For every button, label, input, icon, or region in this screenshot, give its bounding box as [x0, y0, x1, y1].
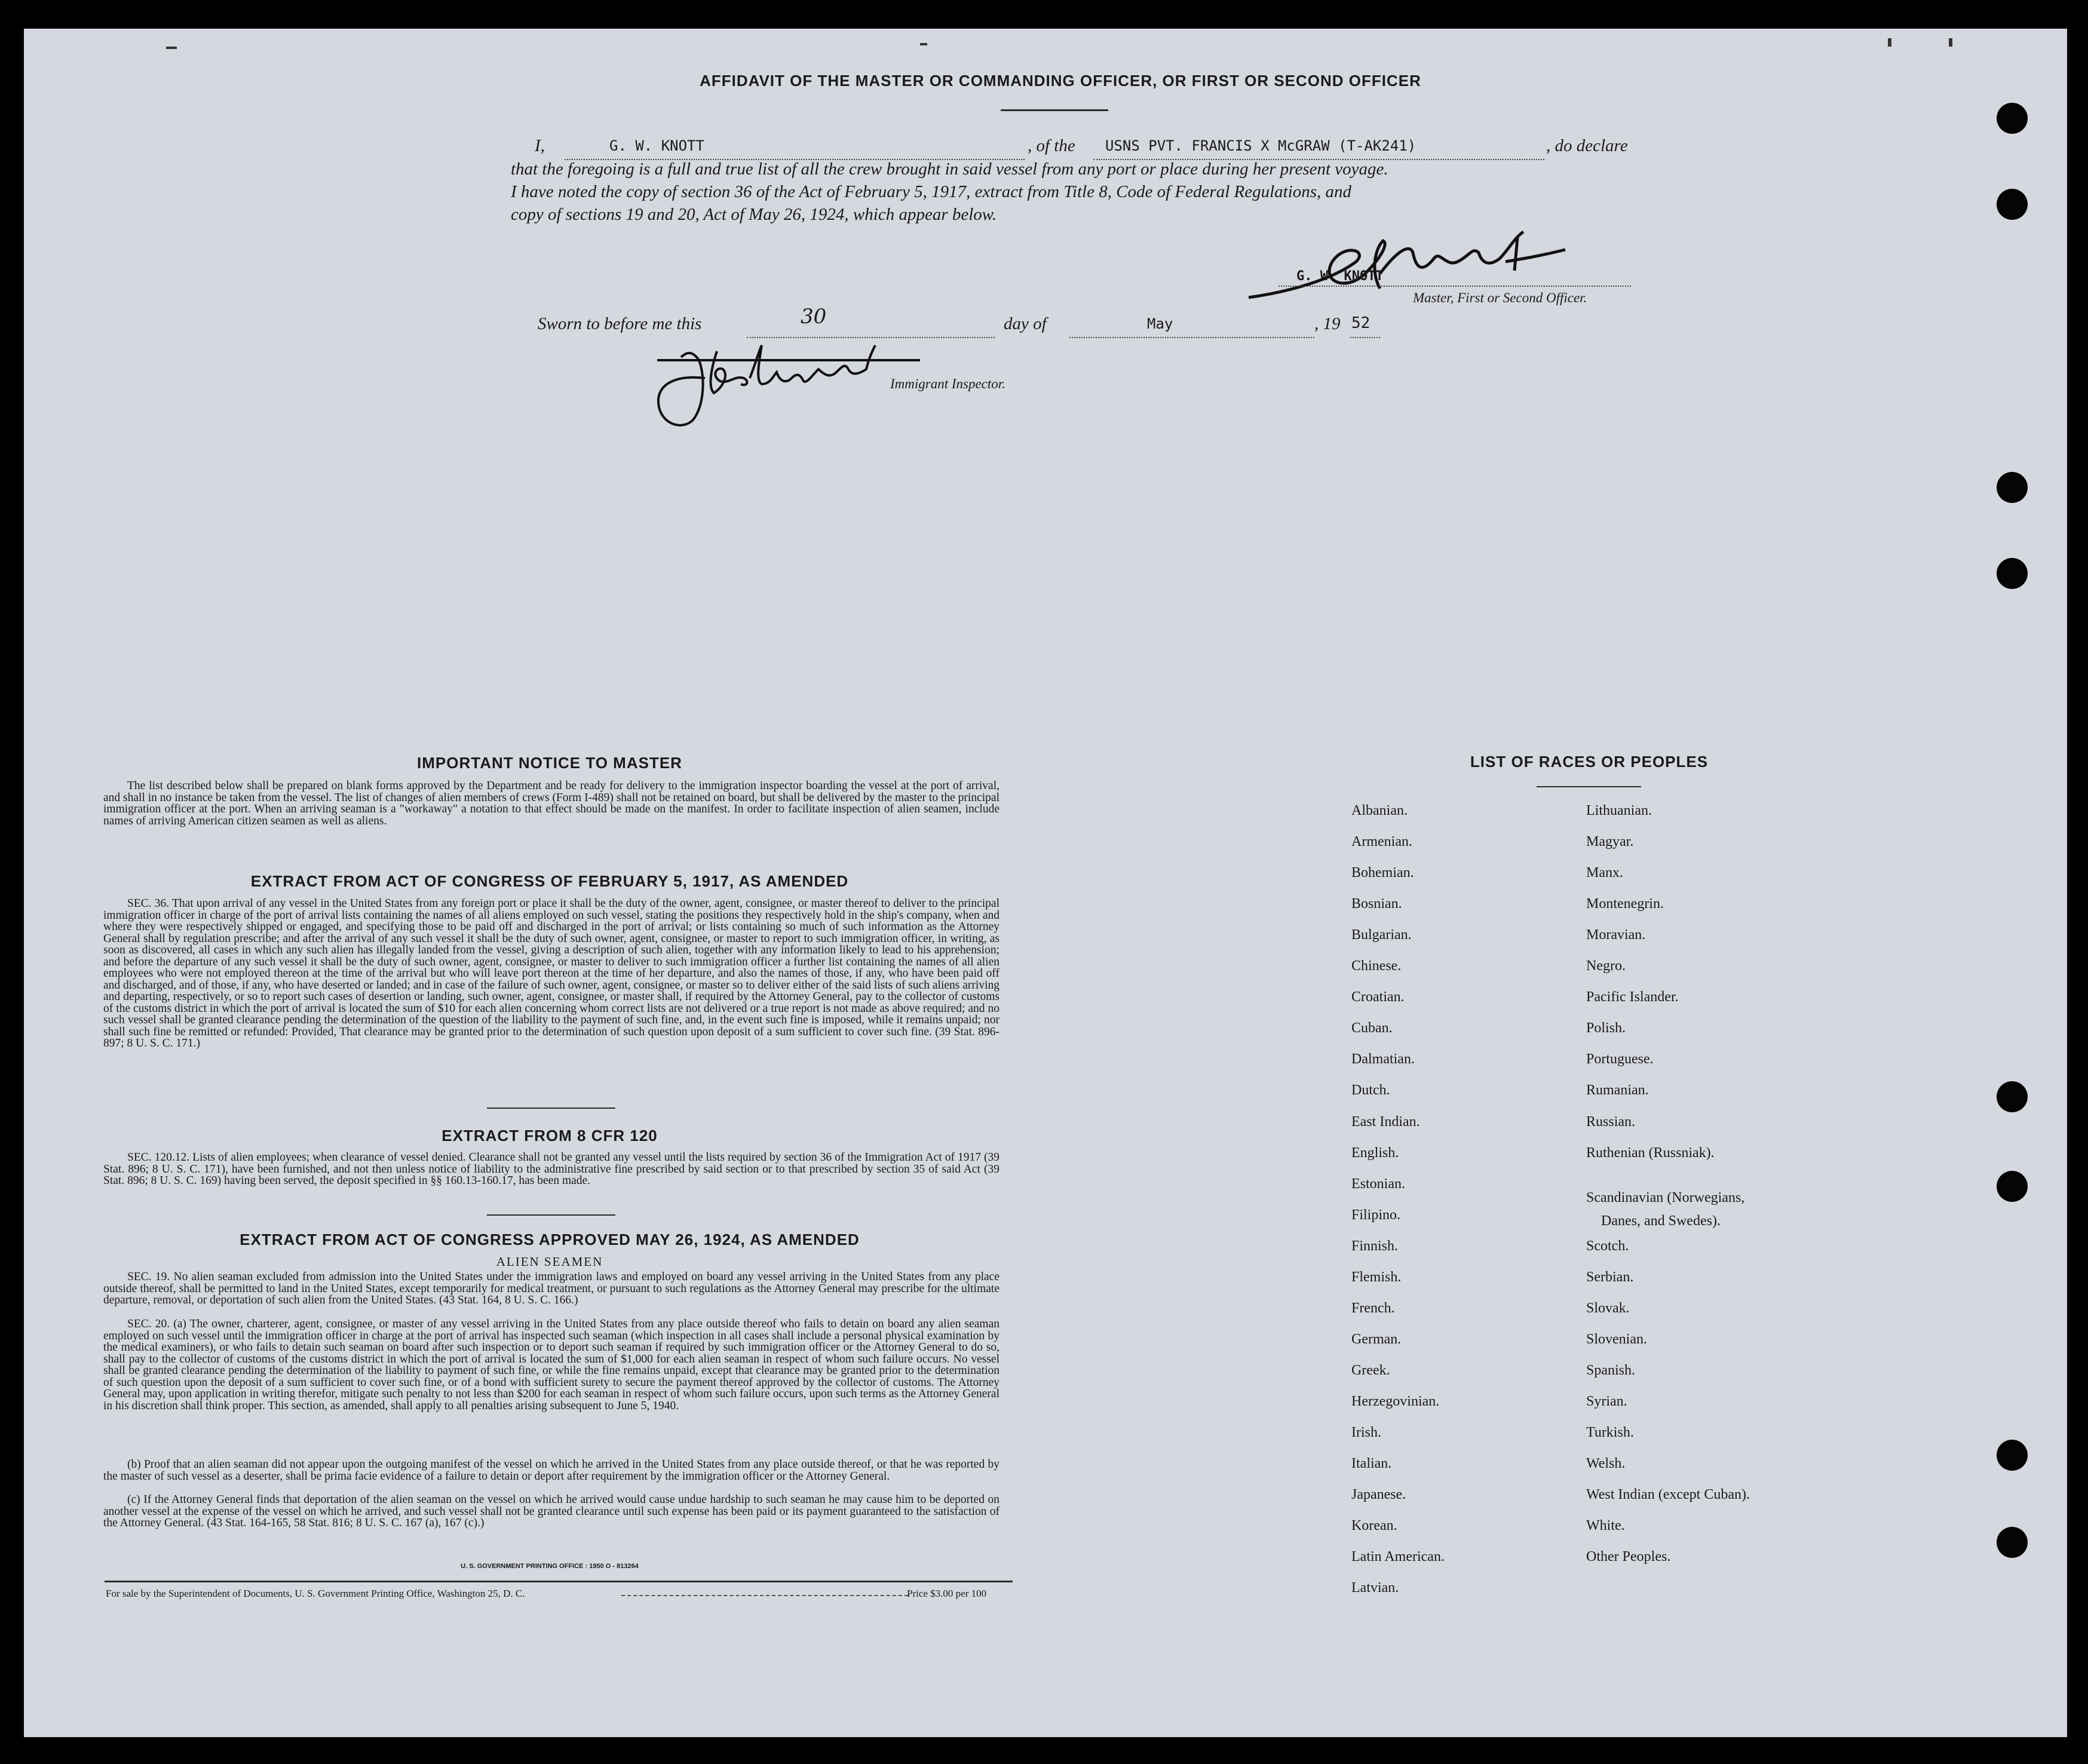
affidavit-i: I,: [535, 136, 545, 155]
footer-rule: [105, 1581, 1013, 1582]
scan-mark: [1949, 38, 1952, 47]
race-item: Cuban.: [1351, 1020, 1393, 1036]
race-item: Pacific Islander.: [1586, 989, 1679, 1005]
race-item: Greek.: [1351, 1362, 1390, 1378]
race-item: Irish.: [1351, 1425, 1381, 1440]
race-item: Turkish.: [1586, 1425, 1634, 1440]
extract-1924-title: EXTRACT FROM ACT OF CONGRESS APPROVED MAY 26, 1924, AS AMENDED: [240, 1231, 860, 1248]
punch-hole: [1997, 1081, 2028, 1112]
day-of-text: day of: [1004, 314, 1047, 333]
section-divider: [487, 1214, 615, 1216]
race-item: Slovak.: [1586, 1300, 1630, 1316]
master-signature-line: [1278, 286, 1631, 287]
punch-hole: [1997, 1527, 2028, 1558]
race-item: Manx.: [1586, 865, 1623, 881]
race-item: Albanian.: [1351, 803, 1408, 818]
race-item: Spanish.: [1586, 1362, 1636, 1378]
race-item: West Indian (except Cuban).: [1586, 1487, 1750, 1503]
race-item: English.: [1351, 1145, 1399, 1161]
section-divider: [487, 1108, 615, 1109]
footer-right: Price $3.00 per 100: [907, 1588, 987, 1599]
sworn-month-field: [1069, 314, 1314, 338]
race-item: Lithuanian.: [1586, 803, 1652, 818]
sworn-day-value: 30: [801, 305, 827, 329]
affidavit-do-declare: , do declare: [1546, 136, 1628, 155]
punch-hole: [1997, 189, 2028, 220]
race-item: Korean.: [1351, 1518, 1397, 1534]
inspector-caption: Immigrant Inspector.: [890, 376, 1005, 391]
notice-title: IMPORTANT NOTICE TO MASTER: [417, 754, 682, 772]
race-item: Bosnian.: [1351, 896, 1402, 912]
sworn-year-value: 52: [1351, 314, 1370, 332]
punch-hole: [1997, 472, 2028, 503]
race-item: Portuguese.: [1586, 1051, 1654, 1067]
race-item: Russian.: [1586, 1113, 1636, 1130]
race-item: Polish.: [1586, 1020, 1626, 1036]
race-item: Dalmatian.: [1351, 1051, 1415, 1067]
punch-hole: [1997, 1171, 2028, 1202]
gpo-imprint: U. S. GOVERNMENT PRINTING OFFICE : 1950 O - 813264: [461, 1563, 639, 1570]
year-prefix: , 19: [1314, 314, 1341, 333]
race-item: Flemish.: [1351, 1269, 1402, 1285]
race-item: German.: [1351, 1331, 1402, 1347]
affidavit-of-the: , of the: [1028, 136, 1075, 155]
race-item: East Indian.: [1351, 1113, 1420, 1130]
extract-1917-body: SEC. 36. That upon arrival of any vessel in the United States from any foreign port or place it shall be the duty of the owner, agent, consignee, or master thereof to deliver to the principal immigration officer in charge of the port of arrival lists containing the names of all aliens employed on such vessel, stating the positions they respectively hold in the ship's company, when and where they were respectively shipped or engaged, and specifying those to be paid off and discharged in the port of arrival; or lists containing so much of such information as the Attorney General shall by regulation prescribe; and after the arrival of any such vessel it shall be the duty of such owner, agent, consignee, or master to report to such immigration officer, in writing, as soon as discovered, all cases in which any such alien has illegally landed from the vessel, giving a description of such alien, together with any information likely to lead to his apprehension; and before the departure of any such vessel it shall be the duty of such owner, agent, consignee, or master to deliver to such immigration officer a further list containing the names of all alien employees who were not employed thereon at the time of the arrival but who will leave port thereon at the time of her departure, and also the names of those, if any, who have been paid off and discharged, and of those, if any, who have deserted or landed; and in case of the failure of such owner, agent, consignee, or master so to deliver either of the said lists of such aliens arriving and departing, respectively, or so to report such cases of desertion or landing, such owner, agent, consignee, or master shall, if required by the Attorney General, pay to the collector of customs of the customs district in which the port of arrival is located the sum of $10 for each alien concerning whom correct lists are not delivered or a true report is not made as above required; and no such vessel shall be granted clearance pending the determination of the question of the liability to the payment of such fine, and, in the event such fine is imposed, while it remains unpaid; nor shall such fine be remitted or refunded: Provided, That clearance may be granted prior to the determination of such question upon deposit of a sum sufficient to cover such fine. (39 Stat. 896-897; 8 U. S. C. 171.): [103, 897, 999, 1050]
race-item: Herzegovinian.: [1351, 1393, 1440, 1409]
race-item: Filipino.: [1351, 1207, 1401, 1223]
extract-1924-sec19: SEC. 19. No alien seaman excluded from admission into the United States under the immigration laws and employed on board any vessel arriving in the United States from any place outside thereof, shall be permitted to land in the United States, except temporarily for medical treatment, or pursuant to such regulations as the Attorney General may prescribe for the ultimate departure, removal, or deportation of such alien from the United States. (43 Stat. 164, 8 U. S. C. 166.): [103, 1271, 999, 1306]
races-title: LIST OF RACES OR PEOPLES: [1470, 753, 1709, 771]
race-item: French.: [1351, 1300, 1395, 1316]
footer-leader: [621, 1595, 908, 1596]
race-item: Moravian.: [1586, 927, 1646, 943]
race-item: Syrian.: [1586, 1393, 1627, 1409]
master-typed-name: G. W. KNOTT: [1296, 269, 1384, 284]
race-item: Japanese.: [1351, 1487, 1406, 1503]
officer-name-value: G. W. KNOTT: [609, 137, 704, 154]
race-item: Chinese.: [1351, 958, 1402, 974]
race-item: Serbian.: [1586, 1269, 1634, 1285]
notice-body: The list described below shall be prepared on blank forms approved by the Department and be ready for delivery to the immigration inspector boarding the vessel at the port of arrival, and shall in no instance be taken from the vessel. The list of changes of alien members of crews (Form I-489) shall not be retained on board, but shall be delivered by the master to the principal immigration officer at the port. When an arriving seaman is a "workaway" a notation to that effect should be made on the manifest. In order to facilitate inspection of alien seamen, include names of arriving American citizen seamen as well as aliens.: [103, 780, 999, 827]
race-item: Negro.: [1586, 958, 1626, 974]
extract-1924-subtitle: ALIEN SEAMEN: [496, 1254, 603, 1269]
affidavit-title: AFFIDAVIT OF THE MASTER OR COMMANDING OFFICER, OR FIRST OR SECOND OFFICER: [700, 72, 1421, 90]
affidavit-line-3: I have noted the copy of section 36 of the Act of February 5, 1917, extract from Title 8, Code of Federal Regulations, and: [511, 182, 1352, 201]
race-item: Montenegrin.: [1586, 896, 1664, 912]
race-item: Bulgarian.: [1351, 927, 1412, 943]
document-page: [24, 29, 2067, 1737]
punch-hole: [1997, 558, 2028, 589]
race-item: Latvian.: [1351, 1580, 1399, 1596]
race-item: Slovenian.: [1586, 1331, 1647, 1347]
race-item: Magyar.: [1586, 834, 1634, 850]
race-item: Scandinavian (Norwegians,: [1586, 1190, 1745, 1206]
race-item: Italian.: [1351, 1456, 1392, 1472]
extract-1924-sec20a: SEC. 20. (a) The owner, charterer, agent, consignee, or master of any vessel arriving in the United States from any place outside thereof who fails to detain on board any alien seaman employed on such vessel until the immigration officer in charge at the port of arrival has inspected such seaman (which inspection in all cases shall include a personal physical examination by the medical examiners), or who fails to detain such seaman on board after such inspection or to deport such seaman if required by such immigration officer or the Attorney General to do so, shall pay to the collector of customs of the customs district in which the port of arrival is located the sum of $1,000 for each alien seaman in respect of whom such failure occurs. No vessel shall be granted clearance pending the determination of the liability to payment of such fine, or while the fine remains unpaid, except that clearance may be granted prior to the determination of such question upon the deposit of a sum sufficient to cover such fine, or of a bond with sufficient surety to secure the payment thereof approved by the collector of customs. The Attorney General may, upon application in writing therefor, mitigate such penalty to not less than $200 for each seaman in respect of whom such failure occurs, upon such terms as the Attorney General in his discretion shall think proper. This section, as amended, shall apply to all penalties arising subsequent to June 5, 1940.: [103, 1318, 999, 1412]
extract-1924-sec20c: (c) If the Attorney General finds that deportation of the alien seaman on the vessel on which he arrived would cause undue hardship to such seaman he may cause him to be deported on another vessel at the expense of the vessel on which he arrived, and such vessel shall not be granted clearance until such expense has been paid or its payment guaranteed to the satisfaction of the Attorney General. (43 Stat. 164-165, 58 Stat. 816; 8 U. S. C. 167 (a), 167 (c).): [103, 1493, 999, 1529]
race-item: Dutch.: [1351, 1082, 1390, 1099]
affidavit-line-4: copy of sections 19 and 20, Act of May 26, 1924, which appear below.: [511, 205, 997, 224]
punch-hole: [1997, 1440, 2028, 1471]
race-item: Croatian.: [1351, 989, 1405, 1005]
race-item: Ruthenian (Russniak).: [1586, 1145, 1715, 1161]
extract-1924-sec20b: (b) Proof that an alien seaman did not appear upon the outgoing manifest of the vessel on which he arrived in the United States from any place outside thereof, or that he was reported by the master of such vessel as a deserter, shall be prima facie evidence of a failure to detain or deport after requirement by the immigration officer or the Attorney General.: [103, 1458, 999, 1483]
extract-1917-title: EXTRACT FROM ACT OF CONGRESS OF FEBRUARY 5, 1917, AS AMENDED: [250, 872, 849, 890]
sworn-month-value: May: [1147, 315, 1173, 332]
race-item: White.: [1586, 1518, 1625, 1534]
footer-left: For sale by the Superintendent of Documents, U. S. Government Printing Office, Washington 25, D. C.: [106, 1588, 525, 1599]
vessel-name-value: USNS PVT. FRANCIS X McGRAW (T-AK241): [1105, 137, 1416, 154]
race-item: Other Peoples.: [1586, 1549, 1671, 1565]
race-item: Rumanian.: [1586, 1082, 1649, 1099]
race-item: Scotch.: [1586, 1238, 1629, 1254]
title-divider: [1001, 109, 1108, 111]
races-title-divider: [1537, 786, 1641, 787]
race-item: Estonian.: [1351, 1176, 1405, 1192]
cfr-title: EXTRACT FROM 8 CFR 120: [441, 1127, 658, 1145]
race-item: Finnish.: [1351, 1238, 1399, 1254]
race-item: Bohemian.: [1351, 865, 1414, 881]
scan-mark: [166, 47, 177, 49]
sworn-text: Sworn to before me this: [538, 314, 702, 333]
punch-hole: [1997, 103, 2028, 134]
cfr-body: SEC. 120.12. Lists of alien employees; when clearance of vessel denied. Clearance shall not be granted any vessel until the lists required by section 36 of the Immigration Act of 1917 (39 Stat. 896; 8 U. S. C. 171), have been furnished, and not then unless notice of liability to the administrative fine prescribed by said section or to that prescribed by section 35 of said Act (39 Stat. 896; 8 U. S. C. 169) having been served, the deposit specified in §§ 160.13-160.17, has been made.: [103, 1151, 999, 1187]
race-item: Danes, and Swedes).: [1601, 1213, 1721, 1229]
scan-mark: [1888, 38, 1891, 47]
race-item: Armenian.: [1351, 834, 1412, 850]
affidavit-line-2: that the foregoing is a full and true list of all the crew brought in said vessel from any port or place during her present voyage.: [511, 159, 1388, 179]
race-item: Welsh.: [1586, 1456, 1626, 1472]
race-item: Latin American.: [1351, 1549, 1445, 1565]
master-signature-caption: Master, First or Second Officer.: [1413, 290, 1587, 305]
scan-mark: [920, 43, 927, 45]
